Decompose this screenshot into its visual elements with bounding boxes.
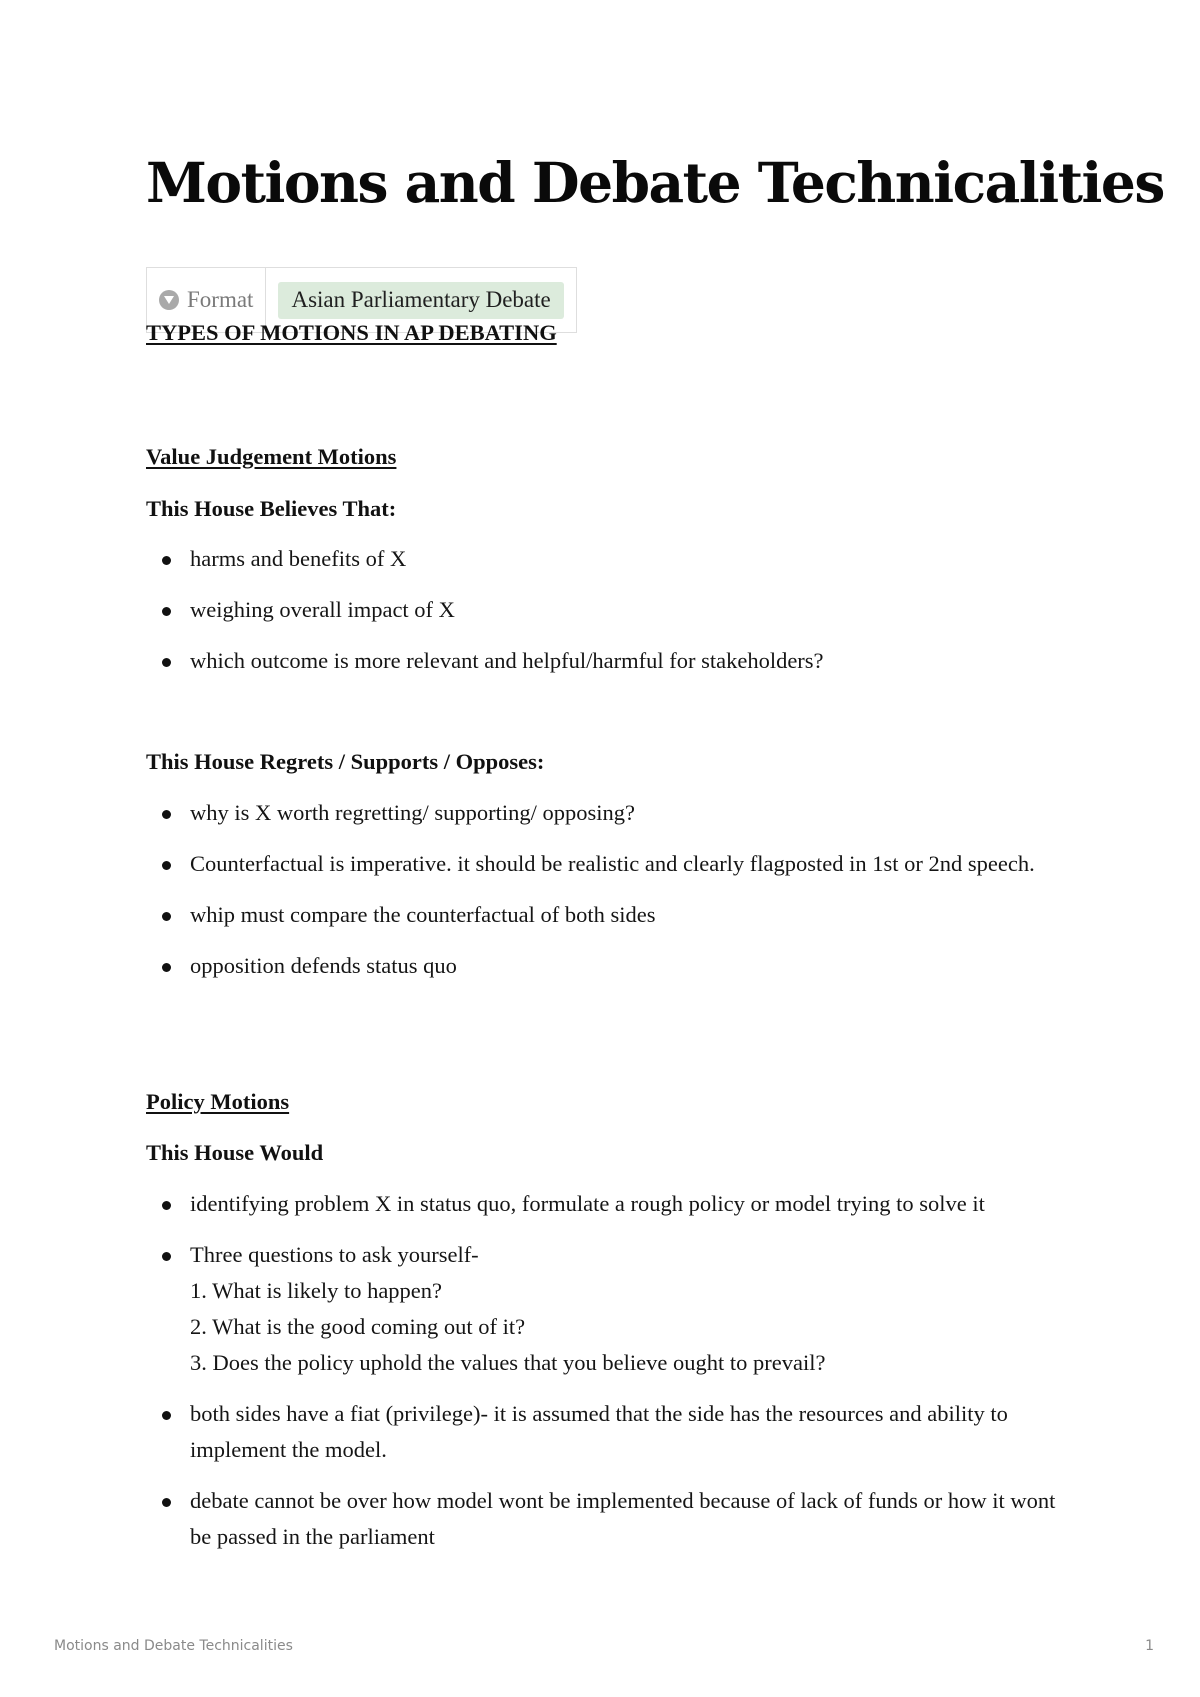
format-tag: Asian Parliamentary Debate <box>278 282 563 319</box>
value-judgement-heading: Value Judgement Motions <box>146 444 397 469</box>
list-item: whip must compare the counterfactual of both sides <box>146 897 1066 933</box>
questions-intro: Three questions to ask yourself- <box>190 1242 479 1267</box>
list-item <box>146 1237 1066 1381</box>
format-property-label: Format <box>187 287 254 312</box>
question-1: 1. What is likely to happen? <box>190 1278 443 1303</box>
main-heading: TYPES OF MOTIONS IN AP DEBATING <box>146 320 557 345</box>
would-heading: This House Would <box>146 1140 324 1165</box>
believes-heading: This House Believes That: <box>146 496 397 521</box>
list-item: opposition defends status quo <box>146 948 1066 984</box>
list-item: debate cannot be over how model wont be implemented because of lack of funds or how it wont be passed in the parliament <box>146 1483 1066 1555</box>
question-3: 3. Does the policy uphold the values that you believe ought to prevail? <box>190 1350 826 1375</box>
question-2: 2. What is the good coming out of it? <box>190 1314 526 1339</box>
triangle-down-circle-icon <box>159 290 179 310</box>
list-item: Counterfactual is imperative. it should be realistic and clearly flagposted in 1st or 2nd speech. <box>146 846 1066 882</box>
list-item: which outcome is more relevant and helpful/harmful for stakeholders? <box>146 643 1066 679</box>
footer-page-number: 1 <box>1145 1638 1154 1654</box>
list-item: harms and benefits of X <box>146 541 1066 577</box>
list-item: identifying problem X in status quo, formulate a rough policy or model trying to solve it <box>146 1186 1066 1222</box>
regrets-list <box>146 795 1066 999</box>
footer-doc-name: Motions and Debate Technicalities <box>54 1638 293 1654</box>
list-item: why is X worth regretting/ supporting/ opposing? <box>146 795 1066 831</box>
list-item: weighing overall impact of X <box>146 592 1066 628</box>
policy-heading: Policy Motions <box>146 1089 290 1114</box>
believes-list <box>146 541 1066 694</box>
list-item: both sides have a fiat (privilege)- it is assumed that the side has the resources and ability to implement the model. <box>146 1396 1066 1468</box>
page-title: Motions and Debate Technicalities <box>146 150 1164 215</box>
regrets-heading: This House Regrets / Supports / Opposes: <box>146 749 545 774</box>
would-list <box>146 1186 1066 1570</box>
